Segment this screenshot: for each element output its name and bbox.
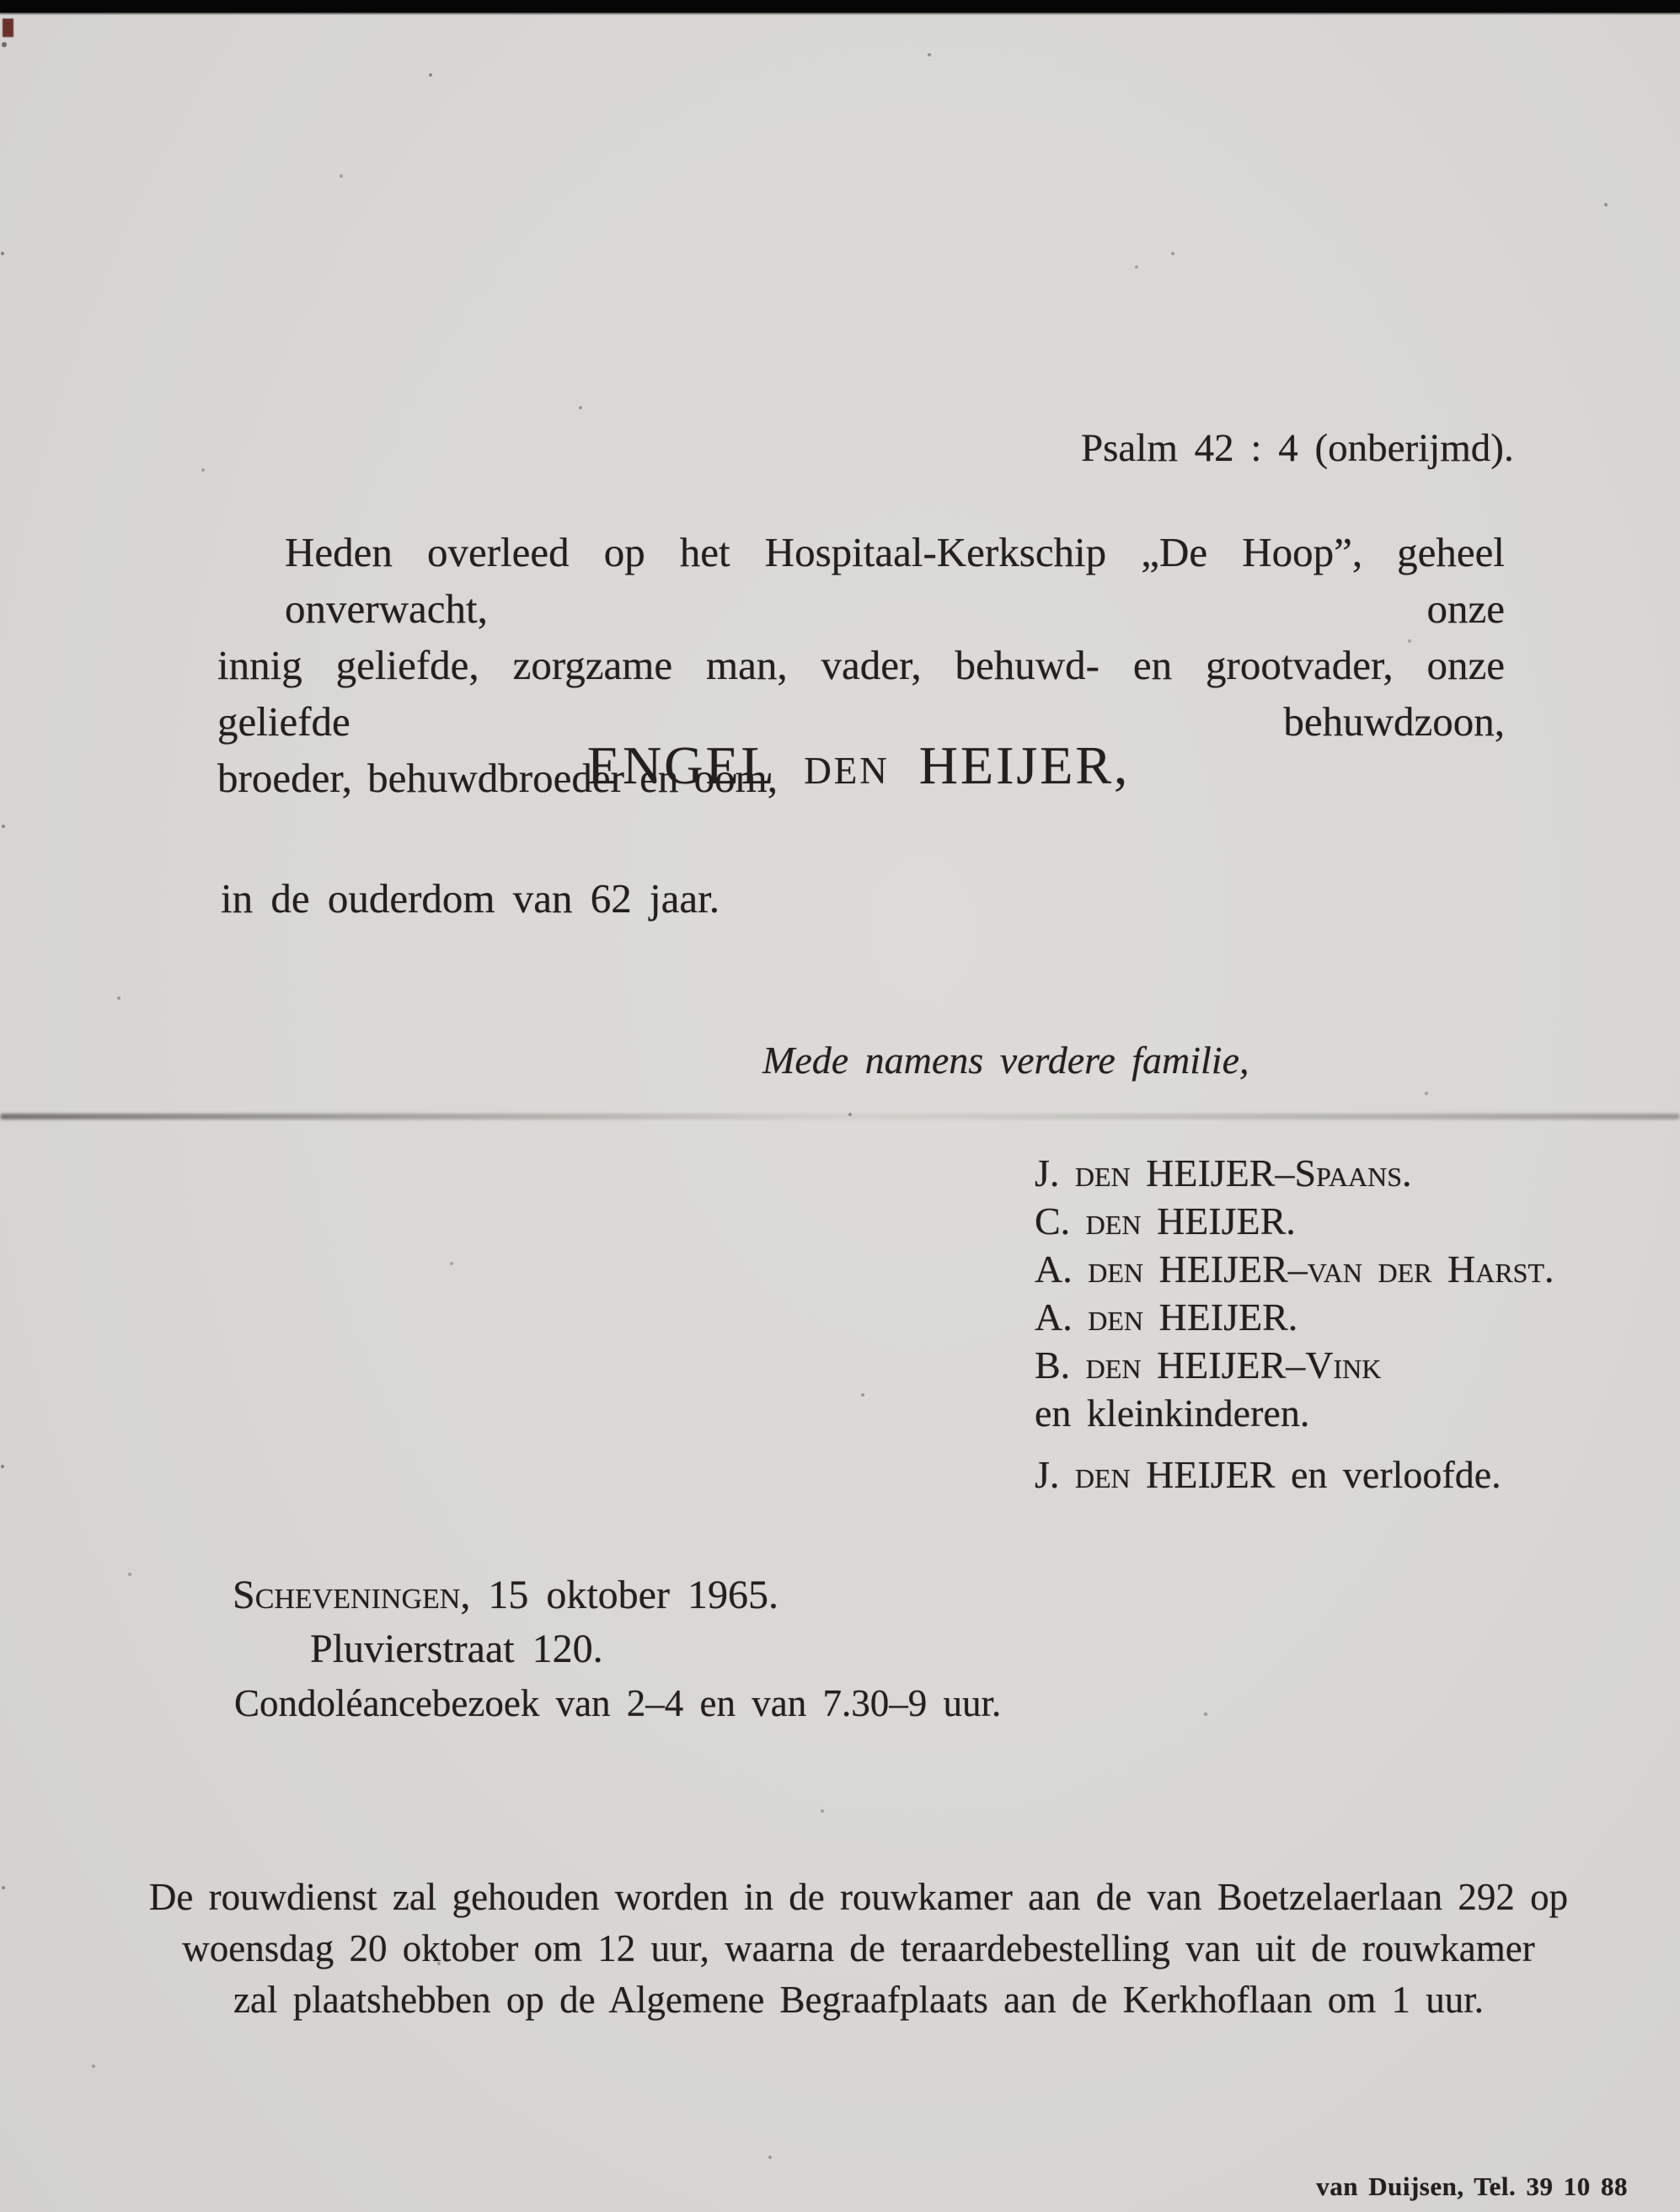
date-text: 15 oktober 1965.	[470, 1573, 778, 1617]
paragraph-line: woensdag 20 oktober om 12 uur, waarna de teraardebestelling van uit de rouwkamer	[182, 1927, 1535, 1969]
psalm-reference: Psalm 42 : 4 (onberijmd).	[1081, 426, 1514, 470]
address-line: Pluvierstraat 120.	[310, 1627, 603, 1671]
scan-artifact-mark	[3, 19, 13, 37]
family-name: J. den HEIJER	[1035, 1453, 1276, 1496]
family-name-row	[1035, 1197, 1554, 1245]
family-name: J. den HEIJER–Spaans.	[1035, 1151, 1412, 1194]
family-name: A. den HEIJER–van der Harst.	[1035, 1248, 1554, 1290]
family-name-row	[1035, 1293, 1554, 1341]
family-name: C. den HEIJER.	[1035, 1200, 1296, 1242]
printer-credit: van Duijsen, Tel. 39 10 88	[1316, 2172, 1628, 2201]
family-name-row: J. den HEIJER en verloofde.	[1035, 1453, 1501, 1496]
family-name: A. den HEIJER.	[1035, 1296, 1298, 1338]
paper-speckles	[0, 0, 2, 2]
family-intro-line: Mede namens verdere familie,	[762, 1039, 1249, 1082]
service-paragraph	[0, 1872, 1680, 2026]
paragraph-line: zal plaatshebben op de Algemene Begraafplaats aan de Kerkhoflaan om 1 uur.	[233, 1979, 1484, 2021]
family-names-list	[1035, 1149, 1554, 1499]
paragraph-line: Heden overleed op het Hospitaal-Kerkschip „De Hoop”, geheel onverwacht, onze	[285, 529, 1505, 632]
fold-crease	[0, 1114, 1680, 1119]
visiting-hours-line: Condoléancebezoek van 2–4 en van 7.30–9 uur.	[234, 1682, 1002, 1724]
paragraph-line: broeder, behuwdbroeder en oom,	[217, 755, 778, 801]
place-name: Scheveningen,	[233, 1573, 471, 1617]
family-name-row: en kleinkinderen.	[1035, 1392, 1310, 1435]
paragraph-line: innig geliefde, zorgzame man, vader, behuwd- en grootvader, onze geliefde behuwdzoon,	[217, 642, 1505, 745]
family-name-row	[1035, 1245, 1554, 1293]
place-date-line	[233, 1572, 778, 1618]
paragraph-line: De rouwdienst zal gehouden worden in de rouwkamer aan de van Boetzelaerlaan 292 op	[148, 1876, 1569, 1918]
family-name-row	[1035, 1341, 1554, 1389]
deceased-name-heading: ENGEL den HEIJER,	[586, 735, 1131, 795]
scan-edge-bar	[0, 0, 1680, 13]
family-name-row	[1035, 1149, 1554, 1197]
family-name: B. den HEIJER–Vink	[1035, 1344, 1382, 1387]
age-line: in de ouderdom van 62 jaar.	[221, 875, 720, 922]
